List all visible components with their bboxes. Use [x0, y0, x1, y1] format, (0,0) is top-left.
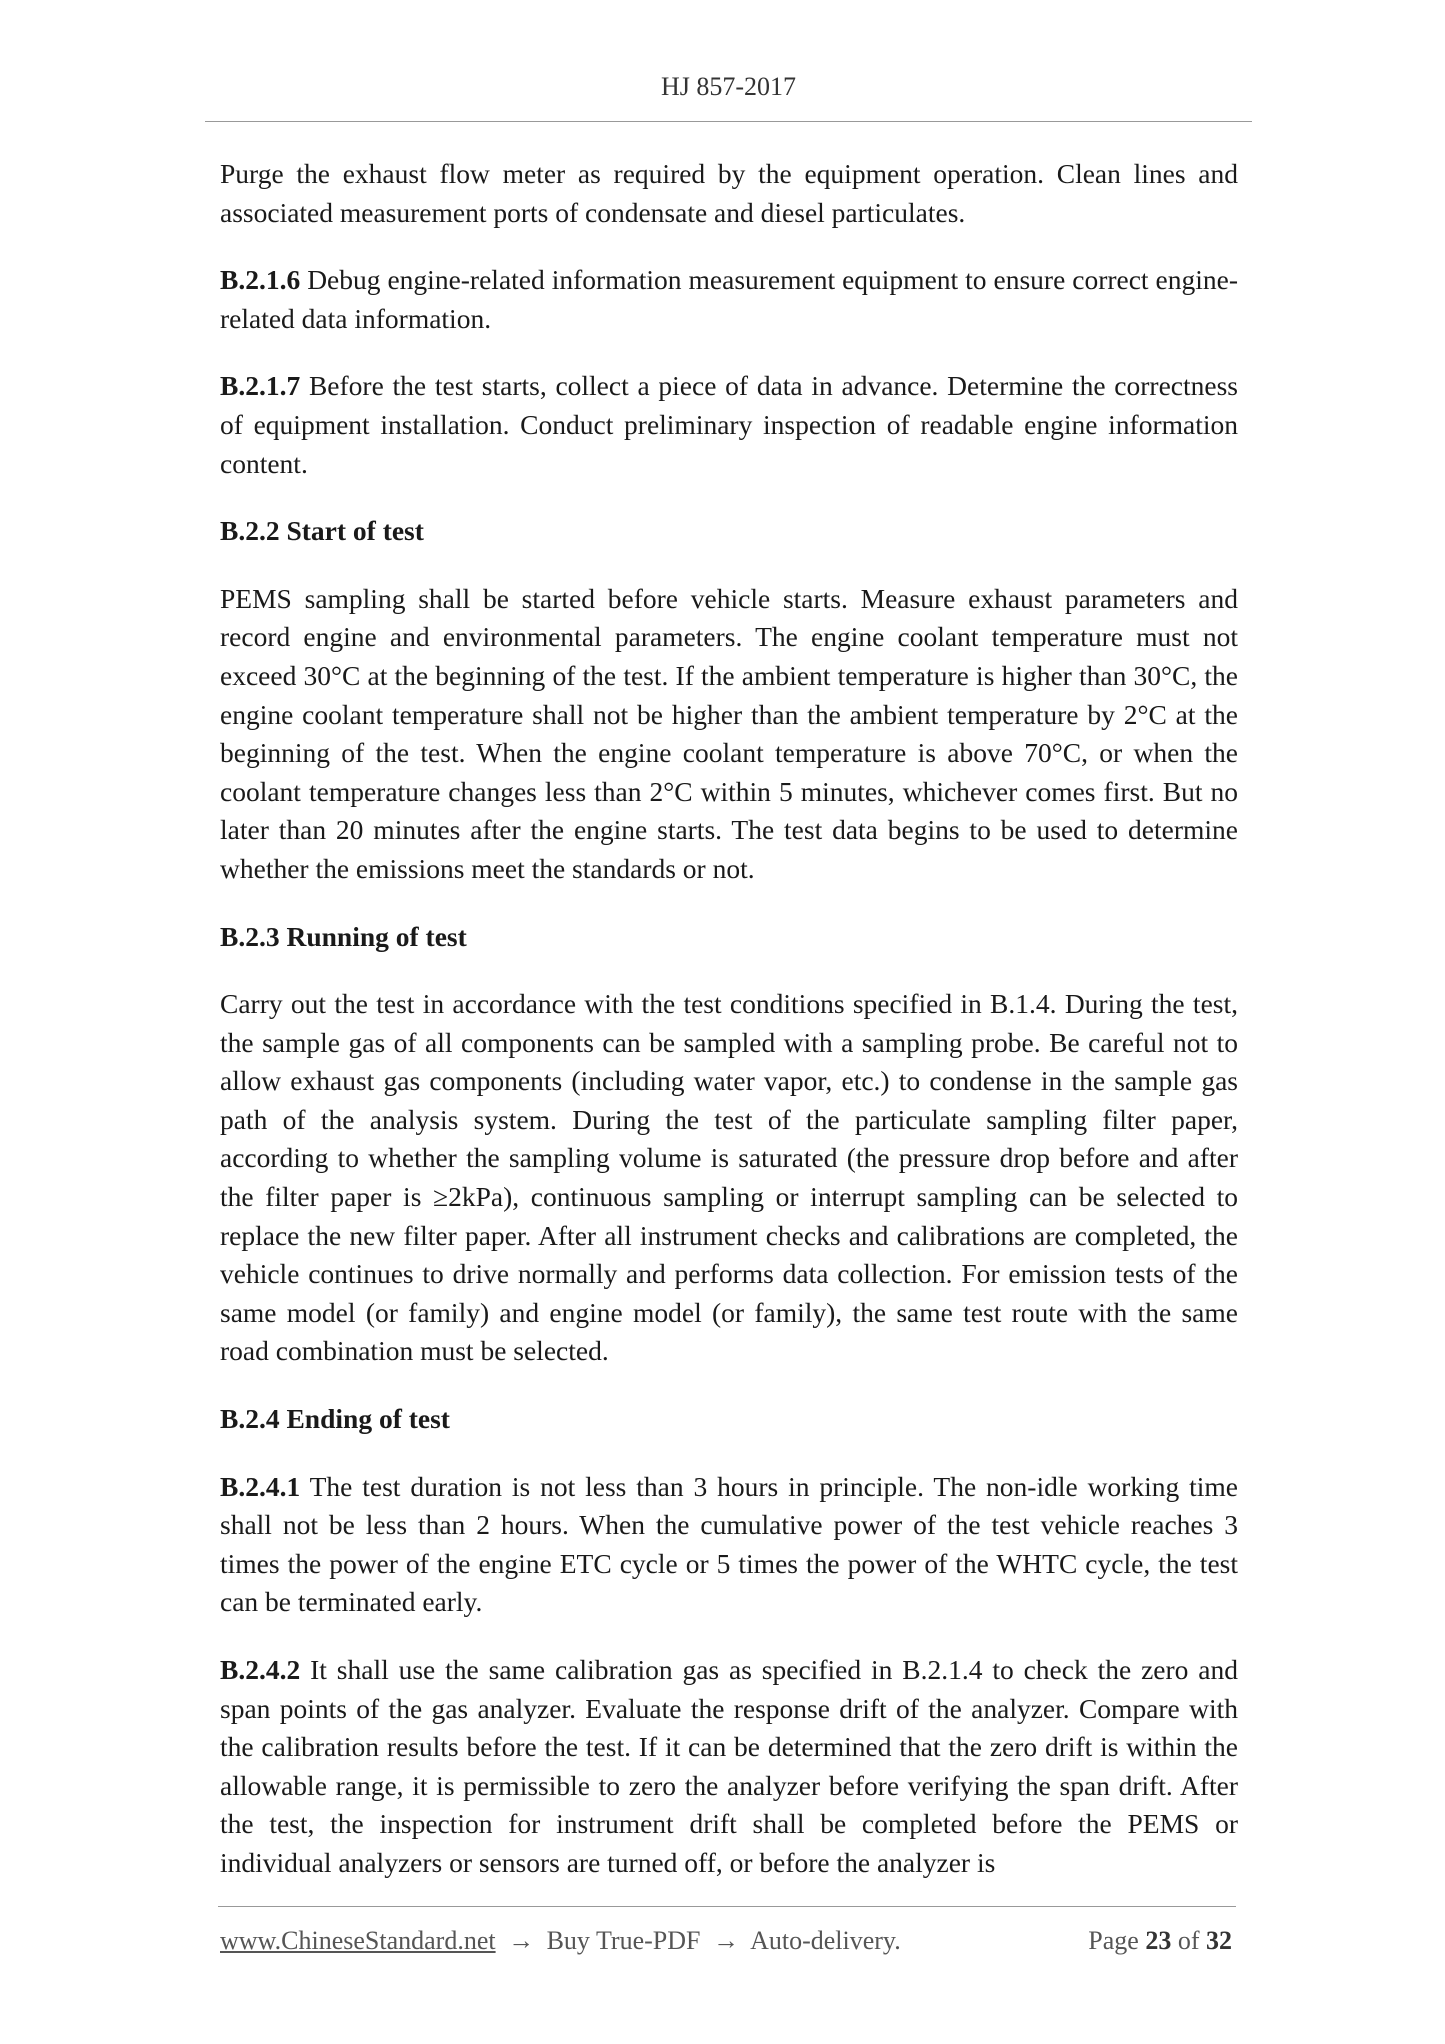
- footer-promo: [220, 1926, 901, 1956]
- buy-text: Buy True-PDF: [546, 1926, 701, 1955]
- page-label: Page: [1088, 1926, 1139, 1955]
- paragraph-purge: Purge the exhaust flow meter as required by the equipment operation. Clean lines and associated measurement ports of condensate and diesel particulates.: [220, 158, 1238, 228]
- heading-running-of-test: B.2.3 Running of test: [220, 920, 467, 952]
- clause-text: Debug engine-related information measurement equipment to ensure correct engine-related data information.: [220, 264, 1238, 334]
- delivery-text: Auto-delivery.: [750, 1926, 901, 1955]
- paragraph-b-2-1-6: [220, 261, 1238, 338]
- paragraph-running-of-test: Carry out the test in accordance with the test conditions specified in B.1.4. During the test, the sample gas of all components can be sampled with a sampling probe. Be careful not to allow exhaust gas components (including water vapor, etc.) to condense in the sample gas path of the analysis system. During the test of the particulate sampling filter paper, according to whether the sampling volume is saturated (the pressure drop before and after the filter paper is ≥2kPa), continuous sampling or interrupt sampling can be selected to replace the new filter paper. After all instrument checks and calibrations are completed, the vehicle continues to drive normally and performs data collection. For emission tests of the same model (or family) and engine model (or family), the same test route with the same road combination must be selected.: [220, 988, 1238, 1367]
- clause-number: B.2.4.2: [220, 1654, 301, 1685]
- paragraph-start-of-test: PEMS sampling shall be started before vehicle starts. Measure exhaust parameters and record engine and environmental parameters. The engine coolant temperature must not exceed 30°C at the beginning of the test. If the ambient temperature is higher than 30°C, the engine coolant temperature shall not be higher than the ambient temperature by 2°C at the beginning of the test. When the engine coolant temperature is above 70°C, or when the coolant temperature changes less than 2°C within 5 minutes, whichever comes first. But no later than 20 minutes after the engine starts. The test data begins to be used to determine whether the emissions meet the standards or not.: [220, 582, 1238, 884]
- paragraph-b-2-1-7: [220, 367, 1238, 483]
- header-divider: [205, 121, 1252, 122]
- arrow-right-icon: →: [508, 1926, 535, 1955]
- page-footer: [220, 1926, 1232, 1956]
- page-indicator: [1088, 1926, 1232, 1956]
- clause-text: It shall use the same calibration gas as specified in B.2.1.4 to check the zero and span points of the gas analyzer. Evaluate the response drift of the analyzer. Compare with the calibration results before the test. If it can be determined that the zero drift is within the allowable range, it is permissible to zero the analyzer before verifying the span drift. After the test, the inspection for instrument drift shall be completed before the PEMS or individual analyzers or sensors are turned off, or before the analyzer is: [220, 1654, 1238, 1878]
- clause-text: The test duration is not less than 3 hours in principle. The non-idle working time shall not be less than 2 hours. When the cumulative power of the test vehicle reaches 3 times the power of the engine ETC cycle or 5 times the power of the WHTC cycle, the test can be terminated early.: [220, 1470, 1238, 1618]
- heading-ending-of-test: B.2.4 Ending of test: [220, 1403, 450, 1435]
- footer-divider: [218, 1906, 1236, 1907]
- current-page-number: 23: [1145, 1926, 1172, 1955]
- total-pages-number: 32: [1206, 1926, 1232, 1955]
- clause-number: B.2.1.7: [220, 370, 301, 402]
- heading-start-of-test: B.2.2 Start of test: [220, 515, 424, 547]
- clause-number: B.2.4.1: [220, 1470, 301, 1502]
- arrow-right-icon: →: [713, 1926, 739, 1955]
- paragraph-b-2-4-2: [220, 1651, 1238, 1883]
- document-body: [220, 155, 1238, 1912]
- website-link[interactable]: www.ChineseStandard.net: [220, 1926, 496, 1955]
- paragraph-b-2-4-1: [220, 1468, 1238, 1622]
- clause-text: Before the test starts, collect a piece of data in advance. Determine the correctness of equipment installation. Conduct preliminary inspection of readable engine information content.: [220, 370, 1238, 479]
- of-label: of: [1177, 1926, 1200, 1955]
- page-header: HJ 857-2017: [660, 72, 797, 101]
- clause-number: B.2.1.6: [220, 264, 301, 296]
